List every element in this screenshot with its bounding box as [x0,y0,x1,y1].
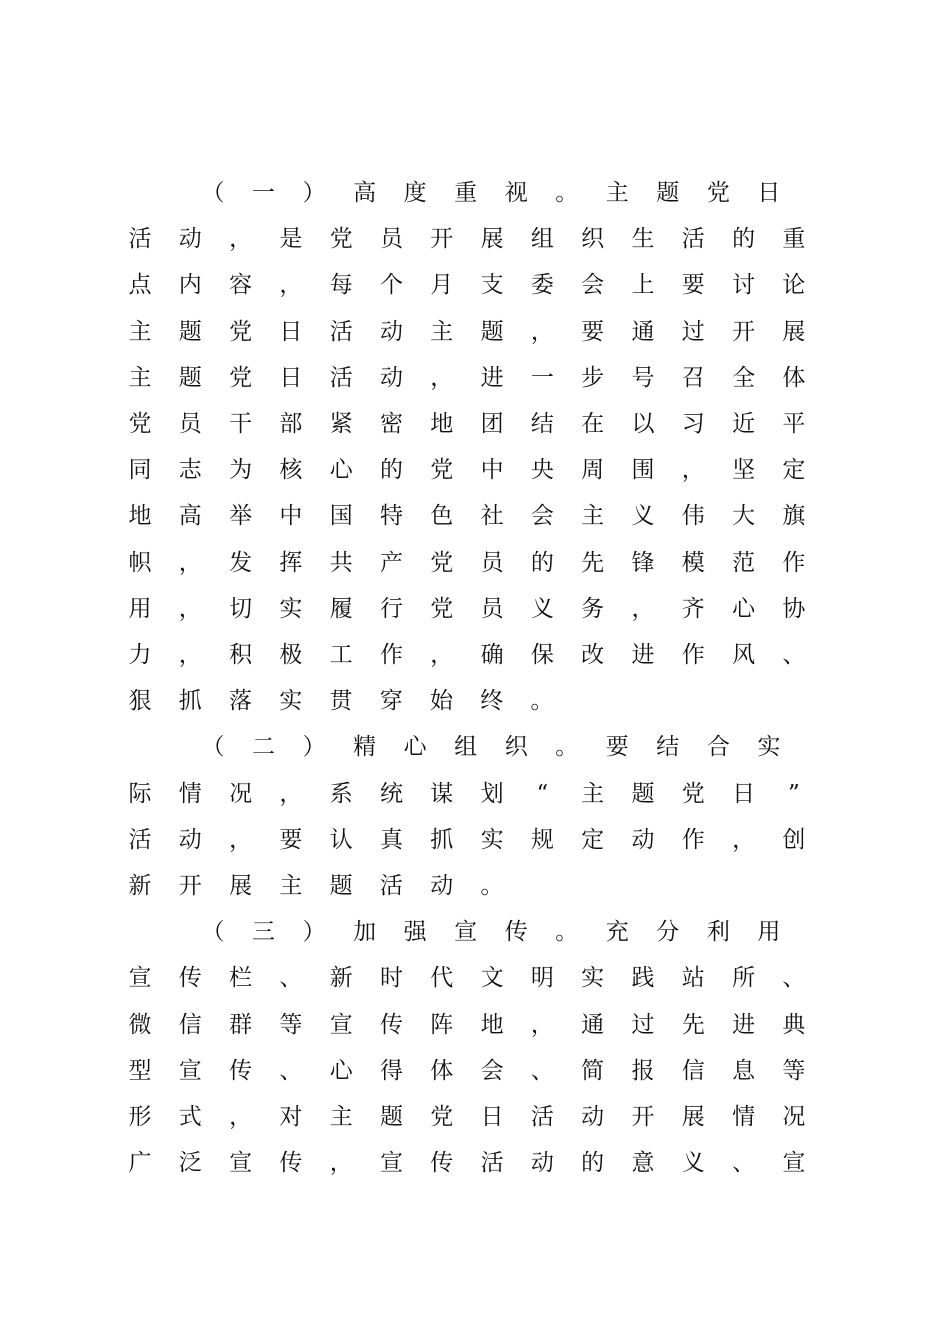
text-line: 新 开 展 主 题 活 动 。 [128,873,504,899]
text-line: 帜 ， 发 挥 共 产 党 员 的 先 锋 模 范 作 [128,550,806,576]
text-line: 型 宣 传 、 心 得 体 会 、 简 报 信 息 等 [128,1058,806,1084]
text-line: 际 情 况 ， 系 统 谋 划 “ 主 题 党 日 ” [128,781,800,807]
text-line: 主 题 党 日 活 动 主 题 ， 要 通 过 开 展 [128,319,806,345]
text-line: （ 二 ） 精 心 组 织 。 要 结 合 实 [201,734,781,760]
text-line: 狠 抓 落 实 贯 穿 始 终 。 [128,688,554,714]
text-line: 同 志 为 核 心 的 党 中 央 周 围 ， 坚 定 [128,457,806,483]
text-line: 点 内 容 ， 每 个 月 支 委 会 上 要 讨 论 [128,272,806,298]
text-line: 广 泛 宣 传 ， 宣 传 活 动 的 意 义 、 宣 [128,1150,806,1176]
text-line: 力 ， 积 极 工 作 ， 确 保 改 进 作 风 、 [128,642,806,668]
text-line: 党 员 干 部 紧 密 地 团 结 在 以 习 近 平 [128,411,806,437]
text-line: 活 动 ， 要 认 真 抓 实 规 定 动 作 ， 创 [128,827,806,853]
text-line: 活 动 ， 是 党 员 开 展 组 织 生 活 的 重 [128,226,806,252]
text-line: （ 一 ） 高 度 重 视 。 主 题 党 日 [201,180,781,206]
text-line: 地 高 举 中 国 特 色 社 会 主 义 伟 大 旗 [128,503,806,529]
text-line: （ 三 ） 加 强 宣 传 。 充 分 利 用 [201,919,781,945]
text-line: 用 ， 切 实 履 行 党 员 义 务 ， 齐 心 协 [128,596,806,622]
text-line: 形 式 ， 对 主 题 党 日 活 动 开 展 情 况 [128,1104,806,1130]
text-line: 宣 传 栏 、 新 时 代 文 明 实 践 站 所 、 [128,965,806,991]
text-line: 微 信 群 等 宣 传 阵 地 ， 通 过 先 进 典 [128,1012,806,1038]
text-line: 主 题 党 日 活 动 ， 进 一 步 号 召 全 体 [128,365,806,391]
